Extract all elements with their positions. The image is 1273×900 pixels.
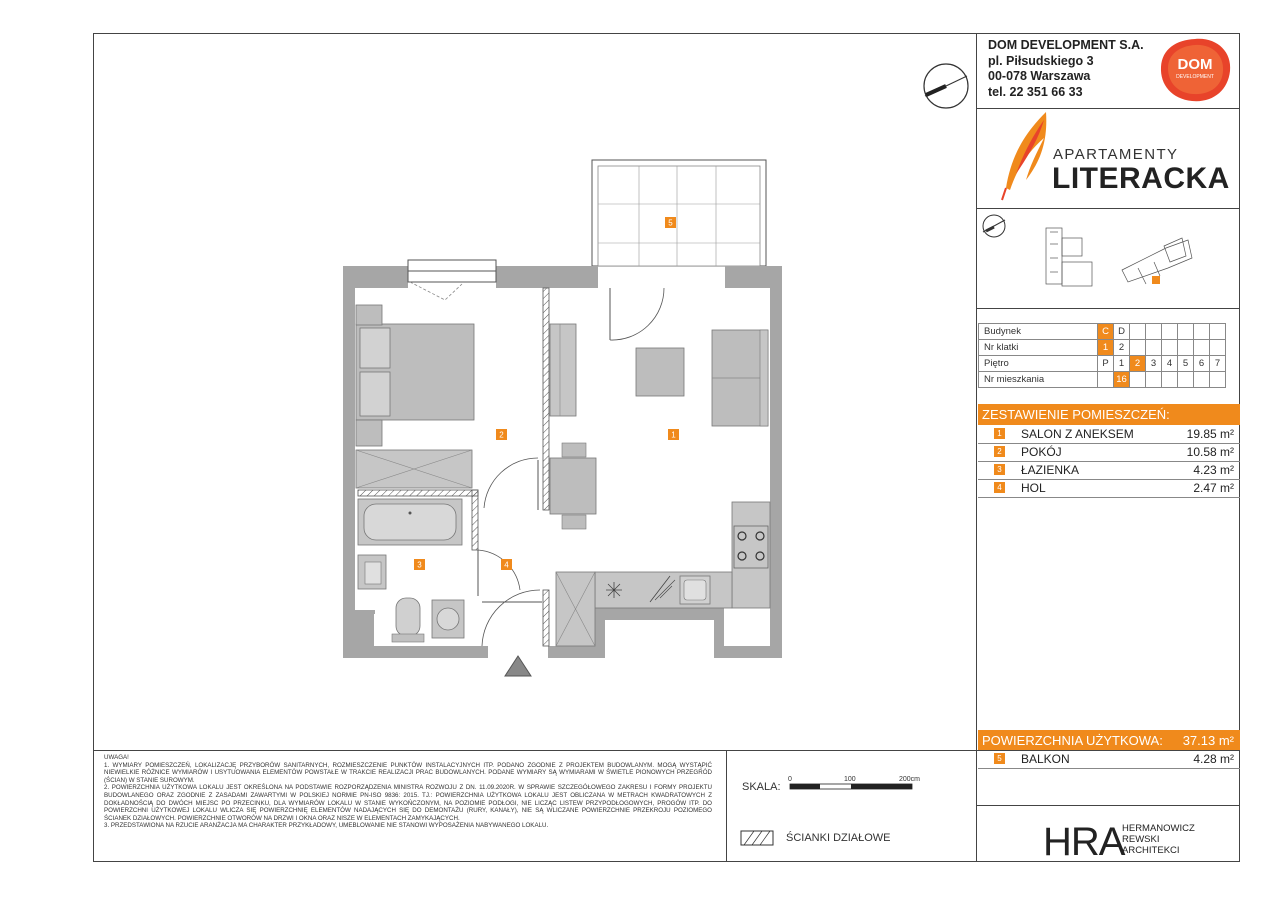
architect-line-2: REWSKI (1122, 834, 1160, 845)
kitchen-sink (680, 576, 710, 604)
scale-bar (784, 774, 934, 794)
architect-line-1: HERMANOWICZ (1122, 823, 1195, 834)
room-number: 2 (994, 446, 1005, 457)
balcony-name: BALKON (1021, 752, 1070, 766)
key-plan (978, 210, 1240, 306)
rooms-list (978, 426, 1240, 498)
rooms-header: ZESTAWIENIE POMIESZCZEŃ: (978, 404, 1240, 425)
scale-tick-100: 100 (844, 776, 856, 783)
cooktop (734, 526, 768, 568)
room-number: 4 (994, 482, 1005, 493)
project-title: LITERACKA (1052, 162, 1230, 195)
logo-development-text: DEVELOPMENT (1176, 74, 1214, 80)
scale-tick-0: 0 (788, 776, 792, 783)
bathtub (358, 499, 462, 545)
north-arrow-icon (924, 64, 968, 108)
row-staircase (979, 340, 1226, 356)
entrance-arrow-icon (505, 656, 531, 676)
divider-logo (976, 208, 1240, 209)
tag-5: 5 (668, 218, 673, 228)
divider-notes (726, 750, 727, 862)
staircase-2: 2 (1114, 340, 1130, 356)
room-name: POKÓJ (1021, 445, 1062, 459)
divider-company (976, 108, 1240, 109)
company-name: DOM DEVELOPMENT S.A. (988, 38, 1144, 52)
balcony (592, 160, 766, 266)
staircase-label: Nr klatki (979, 340, 1098, 356)
kitchen-counter (556, 502, 770, 646)
room-name: ŁAZIENKA (1021, 463, 1080, 477)
floor-1: 1 (1114, 356, 1130, 372)
company-phone: tel. 22 351 66 33 (988, 84, 1083, 99)
row-apartment (979, 372, 1226, 388)
scale-tick-200: 200cm (899, 776, 921, 783)
sofa (712, 330, 768, 426)
title-block-divider (976, 33, 977, 862)
room-name: HOL (1021, 481, 1046, 495)
company-street: pl. Piłsudskiego 3 (988, 53, 1094, 68)
project-subtitle: APARTAMENTY (1053, 146, 1179, 163)
room-area: 4.23 m² (1193, 463, 1234, 477)
floor-4: 4 (1162, 356, 1178, 372)
row-building (979, 324, 1226, 340)
floor-2: 2 (1130, 356, 1146, 372)
balcony-row (978, 751, 1240, 769)
company-address (988, 38, 1144, 100)
floor-3: 3 (1146, 356, 1162, 372)
tag-4: 4 (504, 560, 509, 570)
building-c: C (1098, 324, 1114, 340)
room-row (978, 444, 1240, 462)
architect-line-3: ARCHITEKCI (1122, 845, 1180, 856)
apartment-number: 16 (1114, 372, 1130, 388)
building-d: D (1114, 324, 1130, 340)
logo-dom-text: DOM (1177, 56, 1213, 73)
company-city: 00-078 Warszawa (988, 69, 1091, 83)
room-area: 10.58 m² (1186, 445, 1234, 459)
partition-hatch-icon (740, 830, 774, 846)
room-number: 1 (994, 428, 1005, 439)
floor-5: 5 (1178, 356, 1194, 372)
notes-title: UWAGA! (104, 754, 129, 761)
tag-3: 3 (417, 560, 422, 570)
scale-label: SKALA: (742, 781, 781, 793)
north-arrow-small-icon (983, 215, 1005, 237)
staircase-1: 1 (1098, 340, 1114, 356)
row-floor (979, 356, 1226, 372)
room-area: 2.47 m² (1193, 481, 1234, 495)
apartment-label: Nr mieszkania (979, 372, 1098, 388)
usable-area-value: 37.13 m² (1182, 733, 1234, 748)
architect-names (1122, 823, 1195, 856)
dom-development-logo (1158, 37, 1232, 103)
tag-1: 1 (671, 430, 676, 440)
bed (356, 305, 474, 446)
floor-7: 7 (1210, 356, 1226, 372)
partition-legend-label: ŚCIANKI DZIAŁOWE (786, 832, 891, 844)
coffee-table (636, 348, 684, 396)
room-row (978, 480, 1240, 498)
note-item: 3. PRZEDSTAWIONA NA RZUCIE ARANŻACJA MA CHARAKTER PRZYKŁADOWY, UMEBLOWANIE NIE STANOWI WYPOSAŻENIA NABYWANEGO LOKALU. (104, 822, 549, 830)
room-area: 19.85 m² (1186, 427, 1234, 441)
tv-cabinet (550, 324, 576, 416)
notes-block (104, 754, 712, 830)
room-row (978, 462, 1240, 480)
floor-p: P (1098, 356, 1114, 372)
divider-keyplan (976, 308, 1240, 309)
architect-logo: HRA (1043, 820, 1125, 864)
room-number: 3 (994, 464, 1005, 475)
dining-table (550, 443, 596, 529)
building-label: Budynek (979, 324, 1098, 340)
room-row (978, 426, 1240, 444)
balcony-number: 5 (994, 753, 1005, 764)
dishwasher-icon (606, 582, 622, 598)
floor-label: Piętro (979, 356, 1098, 372)
floor-6: 6 (1194, 356, 1210, 372)
balcony-area: 4.28 m² (1193, 752, 1234, 766)
balcony-list (978, 751, 1240, 769)
room-name: SALON Z ANEKSEM (1021, 427, 1134, 441)
tag-2: 2 (499, 430, 504, 440)
divider-architect (976, 805, 1240, 806)
note-item: 2. POWIERZCHNIA UŻYTKOWA LOKALU JEST OKREŚLONA NA PODSTAWIE ROZPORZĄDZENIA MINISTRA ROZWOJU Z DN. 11.09.2020R. W SPRAWIE SZCZEGÓŁOWEGO ZAKRESU I FORMY PROJEKTU BUDOWLANEGO ORAZ ZGODNIE Z ZASADAMI ZAWARTYMI W POLSKIEJ NORMIE PN-ISO 9836: 2015. TJ.: POWIERZCHNIA UŻYTKOWA LOKALU JEST OBLICZANA W METRACH KWADRATOWYCH Z DOKŁADNOŚCIĄ DO DWÓCH MIEJSC PO PRZECINKU, DLA WYMIARÓW LOKALU W STANIE WYKOŃCZONYM, NA POZIOMIE PODŁOGI, NIE LICZĄC LISTEW PRZYPODŁOGOWYCH, PROGÓW ITP. DO POWIERZCHNI UŻYTKOWEJ LOKALU WLICZA SIĘ POWIERZCHNIĘ ELEMENTÓW NADAJĄCYCH SIĘ DO DEMONTAŻU (RURY, KANAŁY), NIE SĄ WLICZANE POWIERZCHNIE PRZEKROJU POZIOMEGO ŚCIANEK DZIAŁOWYCH. POWIERZCHNIE OTWORÓW NA DRZWI I OKNA ORAZ NISZE W ELEMENTACH ZAMYKAJĄCYCH. (104, 784, 712, 822)
apartment-info-table (978, 323, 1226, 388)
washing-machine (432, 600, 464, 638)
usable-area-label: POWIERZCHNIA UŻYTKOWA: (982, 733, 1163, 748)
usable-area-bar (978, 730, 1240, 750)
note-item: 1. WYMIARY POMIESZCZEŃ, LOKALIZACJĘ PRZYBORÓW SANITARNYCH, ROZMIESZCZENIE PUNKTÓW INSTALACYJNYCH ITP. PODANO ZGODNIE Z PROJEKTEM BUDOWLANYM. MOGĄ WYSTĄPIĆ NIEWIELKIE RÓŻNICE WYMIARÓW I USYTUOWANIA ELEMENTÓW POWSTAŁE W TRAKCIE REALIZACJI PRAC BUDOWLANYCH. PODANE WYMIARY SĄ WYMIARAMI W ŚWIETLE PIONOWYCH PRZEGRÓD (ŚCIAN) W STANIE SUROWYM. (104, 761, 712, 784)
toilet (392, 598, 424, 642)
